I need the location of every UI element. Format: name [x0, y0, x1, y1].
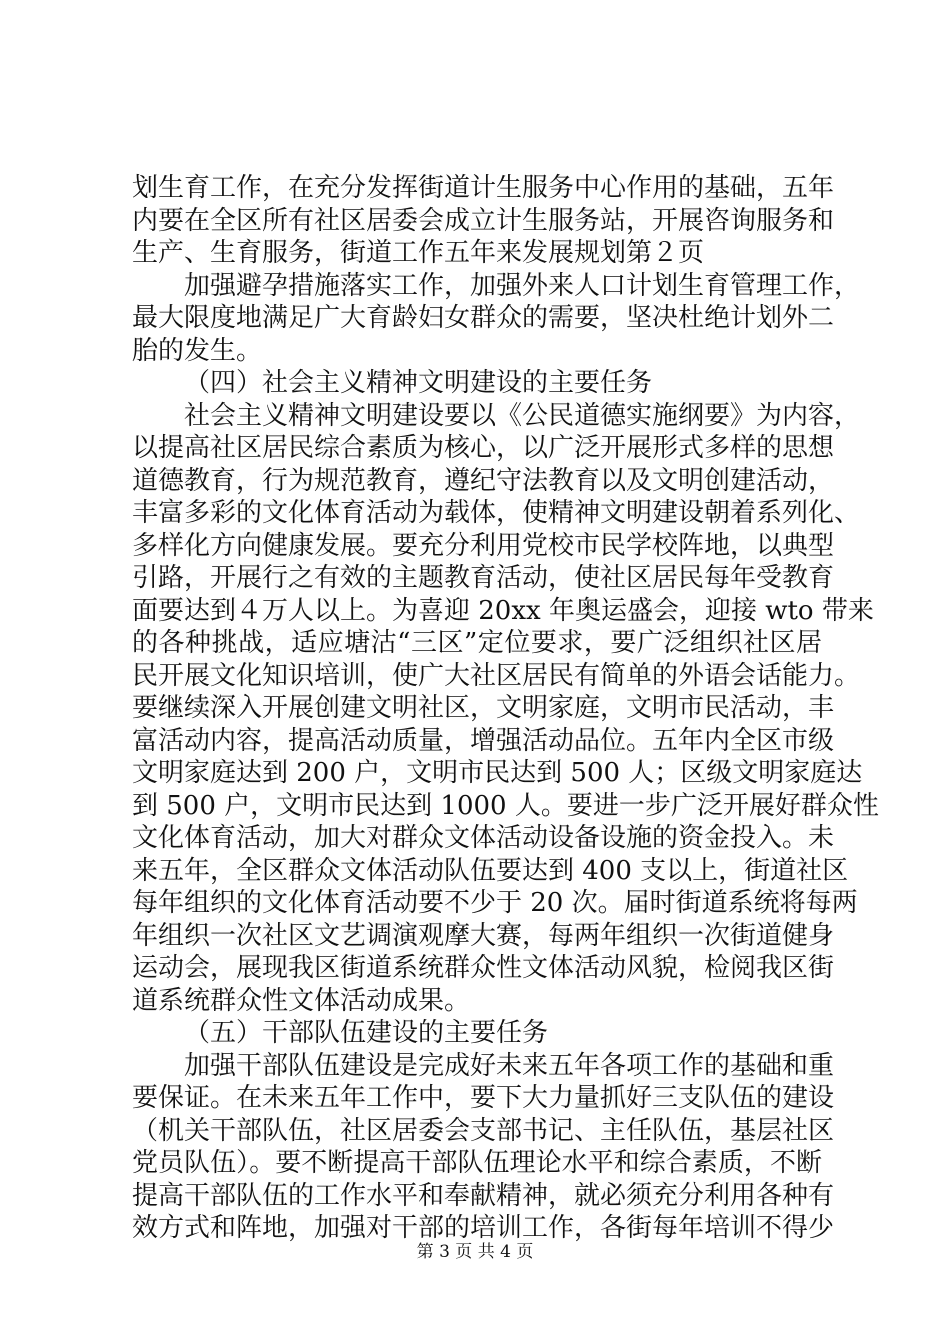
- text-line: 划生育工作，在充分发挥街道计生服务中心作用的基础，五年: [132, 173, 835, 203]
- text-line: 年组织一次社区文艺调演观摩大赛，每两年组织一次街道健身: [132, 920, 835, 951]
- paragraph-family-planning-cont: [132, 172, 835, 270]
- text-line: 最大限度地满足广大育龄妇女群众的需要，坚决杜绝计划外二: [132, 303, 835, 333]
- text-line: 引路，开展行之有效的主题教育活动，使社区居民每年受教育: [132, 563, 835, 593]
- text-line: 社会主义精神文明建设要以《公民道德实施纲要》为内容，: [184, 400, 861, 431]
- text-line: 要继续深入开展创建文明社区，文明家庭，文明市民活动，丰: [132, 693, 835, 723]
- text-line: 到 500 户，文明市民达到 1000 人。要进一步广泛开展好群众性: [132, 790, 879, 821]
- paragraph-spiritual-civilization: [132, 400, 879, 1018]
- text-line: 提高干部队伍的工作水平和奉献精神，就必须充分利用各种有: [132, 1180, 835, 1211]
- text-line: 加强干部队伍建设是完成好未来五年各项工作的基础和重: [184, 1050, 835, 1081]
- text-line: 以提高社区居民综合素质为核心，以广泛开展形式多样的思想: [132, 433, 835, 463]
- paragraph-contraception: [132, 270, 861, 368]
- text-line: 每年组织的文化体育活动要不少于 20 次。届时街道系统将每两: [132, 888, 858, 918]
- paragraph-cadre-building: [132, 1050, 835, 1245]
- text-line: （四）社会主义精神文明建设的主要任务: [184, 368, 653, 398]
- text-line: 富活动内容，提高活动质量，增强活动品位。五年内全区市级: [132, 725, 835, 756]
- text-line: （机关干部队伍，社区居委会支部书记、主任队伍，基层社区: [132, 1115, 835, 1146]
- text-line: 内要在全区所有社区居委会成立计生服务站，开展咨询服务和: [132, 205, 835, 236]
- text-line: 胎的发生。: [132, 335, 263, 366]
- text-line: （五）干部队伍建设的主要任务: [184, 1018, 549, 1048]
- text-line: 来五年，全区群众文体活动队伍要达到 400 支以上，街道社区: [132, 855, 849, 886]
- text-line: 道德教育，行为规范教育，遵纪守法教育以及文明创建活动，: [132, 465, 835, 496]
- text-line: 的各种挑战，适应塘沽“三区”定位要求，要广泛组织社区居: [132, 628, 822, 658]
- heading-section-four: [132, 367, 822, 400]
- text-line: 道系统群众性文体活动成果。: [132, 985, 471, 1016]
- text-line: 要保证。在未来五年工作中，要下大力量抓好三支队伍的建设: [132, 1083, 835, 1113]
- text-line: 文化体育活动，加大对群众文体活动设备设施的资金投入。未: [132, 823, 835, 853]
- text-line: 加强避孕措施落实工作，加强外来人口计划生育管理工作，: [184, 270, 861, 301]
- text-line: 效方式和阵地，加强对干部的培训工作，各街每年培训不得少: [132, 1213, 835, 1243]
- text-line: 党员队伍）。要不断提高干部队伍理论水平和综合素质，不断: [132, 1148, 822, 1178]
- heading-section-five: [132, 1017, 822, 1050]
- text-line: 文明家庭达到 200 户，文明市民达到 500 人；区级文明家庭达: [132, 758, 863, 788]
- text-line: 多样化方向健康发展。要充分利用党校市民学校阵地，以典型: [132, 530, 835, 561]
- text-line: 运动会，展现我区街道系统群众性文体活动风貌，检阅我区街: [132, 953, 835, 983]
- document-body: [132, 172, 879, 1245]
- text-line: 丰富多彩的文化体育活动为载体，使精神文明建设朝着系列化、: [132, 498, 861, 528]
- text-line: 民开展文化知识培训，使广大社区居民有简单的外语会话能力。: [132, 660, 861, 691]
- text-line: 生产、生育服务，街道工作五年来发展规划第２页: [132, 238, 705, 268]
- text-line: 面要达到４万人以上。为喜迎 20xx 年奥运盛会，迎接 wto 带来: [132, 595, 874, 626]
- page-footer: 第 3 页 共 4 页: [416, 1242, 534, 1262]
